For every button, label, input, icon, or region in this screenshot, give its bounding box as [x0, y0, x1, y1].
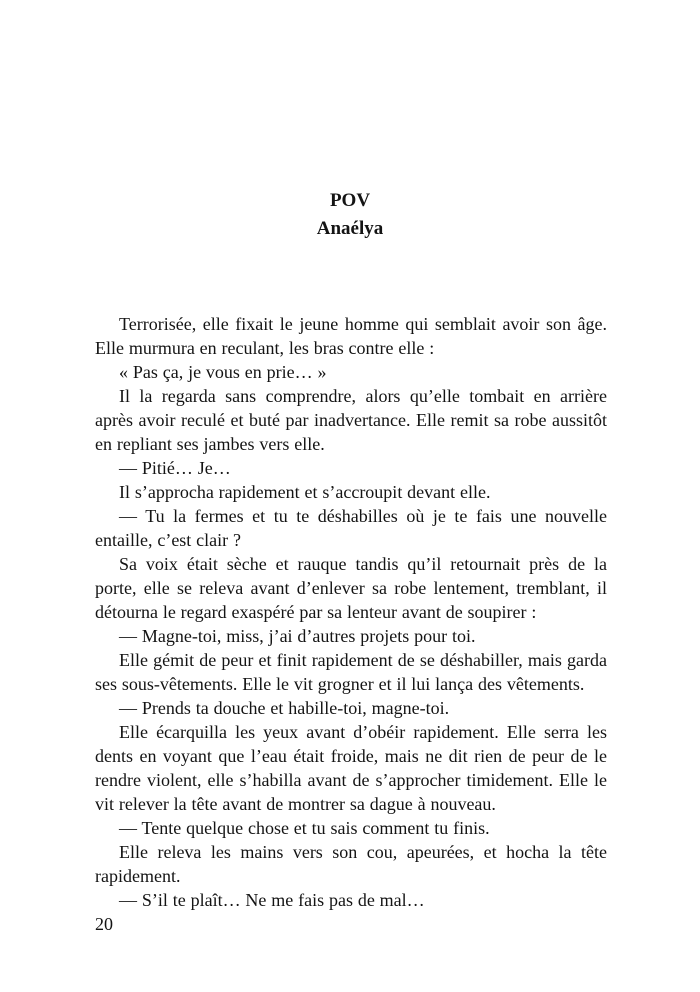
paragraph-dialogue: — S’il te plaît… Ne me fais pas de mal…: [119, 890, 425, 910]
paragraph-dialogue: — Tu la fermes et tu te déshabilles où je te fais une nouvelle entaille, c’est clair ?: [95, 506, 607, 550]
paragraph: Terrorisée, elle fixait le jeune homme qui semblait avoir son âge. Elle murmura en reculant, les bras contre elle :: [95, 314, 607, 358]
body-text: [95, 312, 607, 912]
paragraph-dialogue: — Tente quelque chose et tu sais comment tu finis.: [119, 818, 490, 838]
chapter-title-character: Anaélya: [316, 218, 384, 239]
chapter-header: [0, 187, 700, 243]
chapter-title-pov: POV: [329, 190, 371, 211]
paragraph: « Pas ça, je vous en prie… »: [119, 362, 327, 382]
paragraph: Elle gémit de peur et finit rapidement de se déshabiller, mais garda ses sous-vêtements. Elle le vit grogner et il lui lança des vêtements.: [95, 650, 607, 694]
paragraph: Elle releva les mains vers son cou, apeurées, et hocha la tête rapidement.: [95, 842, 607, 886]
page-number: 20: [95, 914, 113, 934]
paragraph: Il s’approcha rapidement et s’accroupit devant elle.: [119, 482, 491, 502]
paragraph: Elle écarquilla les yeux avant d’obéir rapidement. Elle serra les dents en voyant que l’eau était froide, mais ne dit rien de peur de le rendre violent, elle s’habilla avant de s’approcher timidement. Elle le vit relever la tête avant de montrer sa dague à nouveau.: [95, 722, 607, 814]
paragraph: Sa voix était sèche et rauque tandis qu’il retournait près de la porte, elle se releva avant d’enlever sa robe lentement, tremblant, il détourna le regard exaspéré par sa lenteur avant de soupirer :: [95, 554, 607, 622]
paragraph-dialogue: — Prends ta douche et habille-toi, magne-toi.: [119, 698, 450, 718]
paragraph: Il la regarda sans comprendre, alors qu’elle tombait en arrière après avoir reculé et buté par inadvertance. Elle remit sa robe aussitôt en repliant ses jambes vers elle.: [95, 386, 607, 454]
paragraph-dialogue: — Pitié… Je…: [119, 458, 231, 478]
paragraph-dialogue: — Magne-toi, miss, j’ai d’autres projets pour toi.: [119, 626, 476, 646]
